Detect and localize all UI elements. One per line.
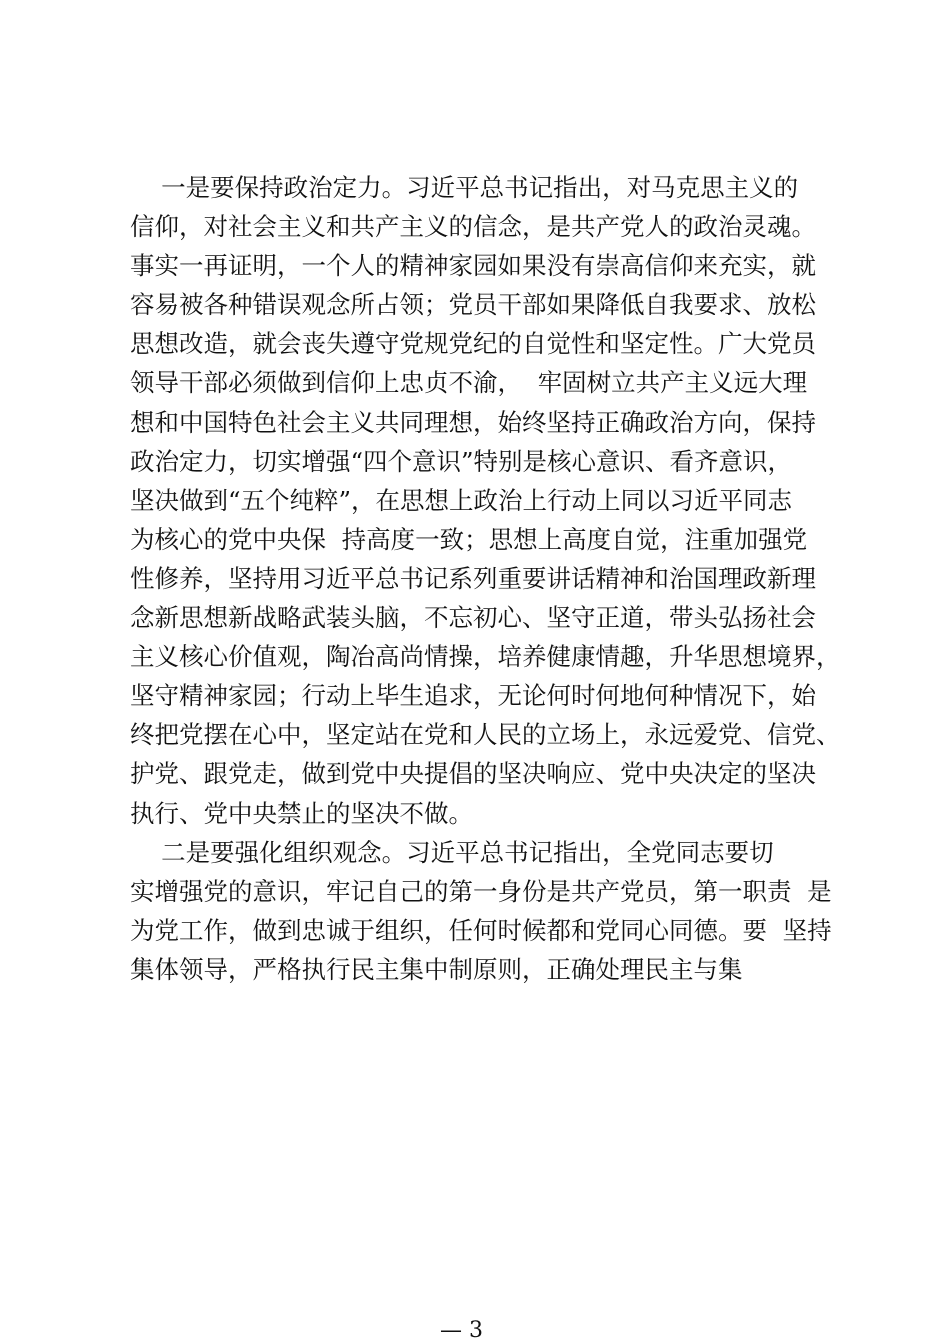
text-line: 实增强党的意识，牢记自己的第一身份是共产党员，第一职责 是: [130, 876, 832, 906]
text-line: 为核心的党中央保 持高度一致；思想上高度自觉，注重加强党: [130, 524, 808, 554]
paragraph-political-stability: [130, 168, 870, 833]
text-line: 执行、党中央禁止的坚决不做。: [130, 798, 473, 828]
text-line: 念新思想新战略武装头脑，不忘初心、坚守正道，带头弘扬社会: [130, 603, 816, 633]
body-text: [130, 168, 870, 989]
text-line: 信仰，对社会主义和共产主义的信念，是共产党人的政治灵魂。: [130, 212, 816, 242]
text-line: 为党工作，做到忠诚于组织，任何时候都和党同心同德。要 坚持: [130, 915, 832, 945]
page-number: — 3: [440, 1318, 483, 1343]
text-line: 护党、跟党走，做到党中央提倡的坚决响应、党中央决定的坚决: [130, 759, 816, 789]
text-line: 想和中国特色社会主义共同理想，始终坚持正确政治方向，保持: [130, 407, 816, 437]
text-line: 主义核心价值观，陶冶高尚情操，培养健康情趣，升华思想境界，: [130, 642, 841, 672]
text-line: 领导干部必须做到信仰上忠贞不渝， 牢固树立共产主义远大理: [130, 368, 808, 398]
text-line: 容易被各种错误观念所占领；党员干部如果降低自我要求、放松: [130, 290, 816, 320]
text-line: 性修养，坚持用习近平总书记系列重要讲话精神和治国理政新理: [130, 563, 816, 593]
paragraph-organizational-awareness: [130, 833, 870, 989]
text-line: 事实一再证明，一个人的精神家园如果没有崇高信仰来充实，就: [130, 251, 816, 281]
text-line: 政治定力，切实增强“四个意识”特别是核心意识、看齐意识，: [130, 446, 793, 476]
text-line: 一是要保持政治定力。习近平总书记指出，对马克思主义的: [130, 173, 799, 202]
text-line: 集体领导，严格执行民主集中制原则，正确处理民主与集: [130, 954, 743, 984]
text-line: 思想改造，就会丧失遵守党规党纪的自觉性和坚定性。广大党员: [130, 329, 816, 359]
text-line: 终把党摆在心中，坚定站在党和人民的立场上，永远爱党、信党、: [130, 720, 841, 750]
text-line: 二是要强化组织观念。习近平总书记指出，全党同志要切: [130, 837, 774, 867]
text-line: 坚决做到“五个纯粹”，在思想上政治上行动上同以习近平同志: [130, 485, 793, 515]
text-line: 坚守精神家园；行动上毕生追求，无论何时何地何种情况下，始: [130, 681, 816, 711]
